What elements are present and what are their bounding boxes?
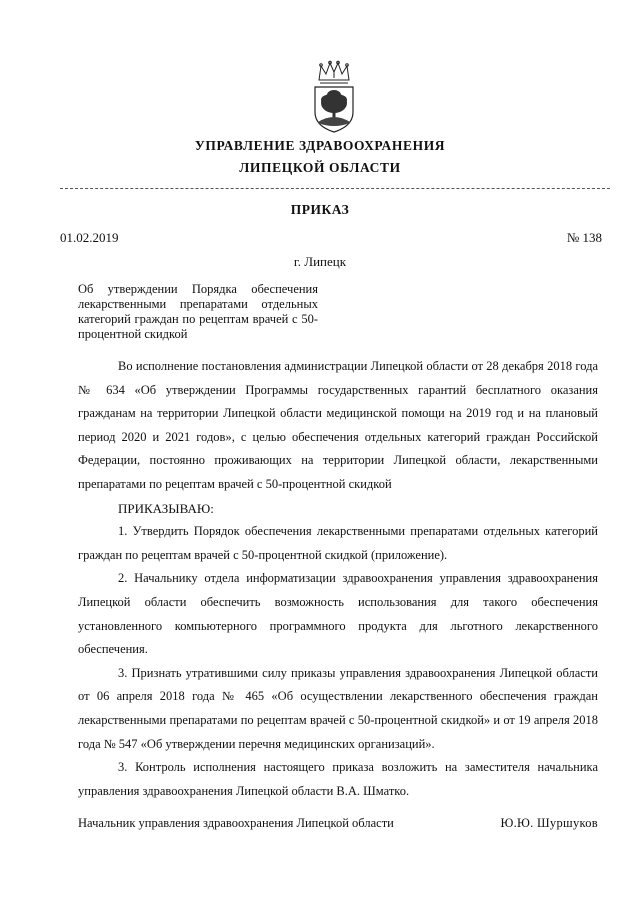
order-word: ПРИКАЗЫВАЮ: — [118, 500, 214, 516]
document-type-heading: ПРИКАЗ — [290, 202, 350, 217]
header-divider — [60, 188, 610, 189]
preamble-paragraph: Во исполнение постановления администрации Липецкой области от 28 декабря 2018 года № 634 «Об утверждении Программы государственных гарантий бесплатного оказания гражданам на территории Липецкой области медицинской помощи на 2019 год и на плановый период 2020 и 2021 годов», с целью обеспечения отдельных категорий граждан Российской Федерации, постоянно проживающих на территории Липецкой области, лекарственными препаратами по рецептам врачей с 50-процентной скидкой — [78, 359, 598, 491]
signatory-name: Ю.Ю. Шуршуков — [500, 816, 598, 830]
order-item-2: 2. Начальнику отдела информатизации здравоохранения управления здравоохранения Липецкой области обеспечить возможность использования для такого обеспечения установленного компьютерного программного продукта для льготного лекарственного обеспечения. — [78, 571, 598, 657]
document-number: № 138 — [566, 230, 602, 245]
organization-name-line2: ЛИПЕЦКОЙ ОБЛАСТИ — [239, 160, 401, 175]
document-subject: Об утверждении Порядка обеспечения лекарственными препаратами отдельных категорий граждан по рецептам врачей с 50-процентной скидкой — [78, 282, 318, 341]
order-item-3: 3. Признать утратившими силу приказы управления здравоохранения Липецкой области от 06 апреля 2018 года № 465 «Об осуществлении лекарственного обеспечения граждан лекарственными препаратами по рецептам врачей с 50-процентной скидкой» и от 19 апреля 2018 года № 547 «Об утверждении перечня медицинских организаций». — [78, 665, 598, 751]
document-body — [78, 355, 598, 803]
lipetsk-coat-of-arms-icon — [305, 60, 363, 134]
document-city: г. Липецк — [293, 254, 347, 269]
document-date: 01.02.2019 — [60, 230, 119, 245]
signatory-position: Начальник управления здравоохранения Липецкой области — [78, 816, 394, 830]
organization-name-line1: УПРАВЛЕНИЕ ЗДРАВООХРАНЕНИЯ — [194, 138, 446, 153]
order-item-4: 3. Контроль исполнения настоящего приказа возложить на заместителя начальника управления здравоохранения Липецкой области В.А. Шматко. — [78, 760, 598, 798]
order-item-1: 1. Утвердить Порядок обеспечения лекарственными препаратами отдельных категорий граждан по рецептам врачей с 50-процентной скидкой (приложение). — [78, 524, 598, 562]
